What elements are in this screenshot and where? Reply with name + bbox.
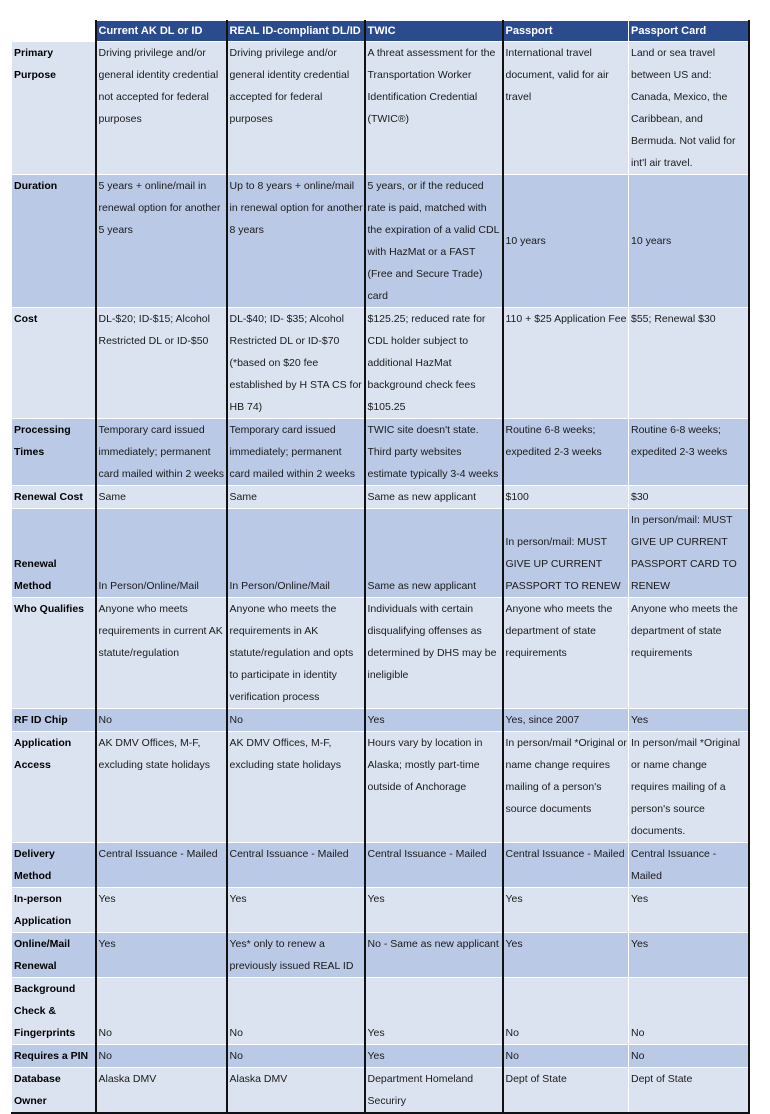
header-corner [12, 21, 96, 42]
table-cell: Yes, since 2007 [503, 709, 629, 732]
table-cell: No [96, 978, 227, 1045]
table-cell: $55; Renewal $30 [629, 308, 749, 419]
table-cell: Routine 6-8 weeks; expedited 2-3 weeks [629, 419, 749, 486]
table-cell: Driving privilege and/or general identity credential not accepted for federal purposes [96, 42, 227, 175]
table-cell: Central Issuance - Mailed [503, 843, 629, 888]
table-cell: In person/mail *Original or name change requires mailing of a person's source documents. [629, 732, 749, 843]
row-label: Renewal Method [12, 509, 96, 598]
header-current-ak: Current AK DL or ID [96, 21, 227, 42]
row-duration [12, 175, 749, 308]
table-cell: Hours vary by location in Alaska; mostly part-time outside of Anchorage [365, 732, 503, 843]
row-label: Renewal Cost [12, 486, 96, 509]
table-cell: $125.25; reduced rate for CDL holder subject to additional HazMat background check fees $105.25 [365, 308, 503, 419]
header-passport: Passport [503, 21, 629, 42]
table-cell: Driving privilege and/or general identity credential accepted for federal purposes [227, 42, 365, 175]
row-rf-id-chip [12, 709, 749, 732]
table-cell: Routine 6-8 weeks; expedited 2-3 weeks [503, 419, 629, 486]
row-renewal-method [12, 509, 749, 598]
table-cell: AK DMV Offices, M-F, excluding state holidays [96, 732, 227, 843]
row-label: Online/Mail Renewal [12, 933, 96, 978]
table-cell: Yes [96, 933, 227, 978]
table-cell: Anyone who meets the department of state requirements [503, 598, 629, 709]
row-label: Primary Purpose [12, 42, 96, 175]
row-label: Duration [12, 175, 96, 308]
header-row [12, 21, 749, 42]
row-label: Who Qualifies [12, 598, 96, 709]
row-requires-pin [12, 1045, 749, 1068]
table-cell: Yes [365, 978, 503, 1045]
row-primary-purpose [12, 42, 749, 175]
table-cell: Yes* only to renew a previously issued REAL ID [227, 933, 365, 978]
table-cell: 5 years + online/mail in renewal option for another 5 years [96, 175, 227, 308]
table-cell: In Person/Online/Mail [96, 509, 227, 598]
table-cell: Temporary card issued immediately; permanent card mailed within 2 weeks [227, 419, 365, 486]
table-cell: Dept of State [503, 1068, 629, 1114]
table-cell: Temporary card issued immediately; permanent card mailed within 2 weeks [96, 419, 227, 486]
table-cell: Yes [629, 888, 749, 933]
table-cell: $100 [503, 486, 629, 509]
table-cell: 10 years [629, 175, 749, 308]
row-online-mail-renewal [12, 933, 749, 978]
table-cell: No [96, 709, 227, 732]
table-cell: 110 + $25 Application Fee [503, 308, 629, 419]
table-cell: In person/mail *Original or name change requires mailing of a person's source documents [503, 732, 629, 843]
table-cell: Central Issuance - Mailed [96, 843, 227, 888]
row-label: In-person Application [12, 888, 96, 933]
header-twic: TWIC [365, 21, 503, 42]
table-cell: Yes [503, 888, 629, 933]
table-cell: DL-$40; ID- $35; Alcohol Restricted DL or ID-$70 (*based on $20 fee established by H STA CS for HB 74) [227, 308, 365, 419]
table-cell: Dept of State [629, 1068, 749, 1114]
comparison-table [11, 20, 750, 1114]
table-cell: Up to 8 years + online/mail in renewal option for another 8 years [227, 175, 365, 308]
row-delivery-method [12, 843, 749, 888]
row-label: Background Check & Fingerprints [12, 978, 96, 1045]
row-cost [12, 308, 749, 419]
table-cell: No [227, 709, 365, 732]
table-cell: 5 years, or if the reduced rate is paid, matched with the expiration of a valid CDL with HazMat or a FAST (Free and Secure Trade) card [365, 175, 503, 308]
table-cell: Yes [365, 1045, 503, 1068]
table-cell: A threat assessment for the Transportation Worker Identification Credential (TWIC®) [365, 42, 503, 175]
table-cell: Individuals with certain disqualifying offenses as determined by DHS may be ineligible [365, 598, 503, 709]
table-cell: Central Issuance - Mailed [227, 843, 365, 888]
table-cell: No [96, 1045, 227, 1068]
table-cell: No [629, 978, 749, 1045]
row-background-check [12, 978, 749, 1045]
table-cell: Central Issuance - Mailed [629, 843, 749, 888]
table-cell: Yes [629, 933, 749, 978]
row-label: Application Access [12, 732, 96, 843]
table-cell: Central Issuance - Mailed [365, 843, 503, 888]
table-cell: TWIC site doesn't state. Third party websites estimate typically 3-4 weeks [365, 419, 503, 486]
table-cell: In person/mail: MUST GIVE UP CURRENT PASSPORT CARD TO RENEW [629, 509, 749, 598]
row-label: Cost [12, 308, 96, 419]
table-cell: Yes [503, 933, 629, 978]
row-label: Database Owner [12, 1068, 96, 1114]
table-cell: Anyone who meets requirements in current AK statute/regulation [96, 598, 227, 709]
table-cell: Yes [629, 709, 749, 732]
table-cell: DL-$20; ID-$15; Alcohol Restricted DL or ID-$50 [96, 308, 227, 419]
row-who-qualifies [12, 598, 749, 709]
table-cell: No [629, 1045, 749, 1068]
table-cell: Same as new applicant [365, 486, 503, 509]
row-label: Delivery Method [12, 843, 96, 888]
header-passport-card: Passport Card [629, 21, 749, 42]
table-cell: AK DMV Offices, M-F, excluding state holidays [227, 732, 365, 843]
table-cell: No [503, 1045, 629, 1068]
table-cell: International travel document, valid for air travel [503, 42, 629, 175]
table-cell: Alaska DMV [96, 1068, 227, 1114]
table-cell: Department Homeland Securiry [365, 1068, 503, 1114]
table-cell: Yes [365, 709, 503, 732]
table-cell: Yes [227, 888, 365, 933]
table-cell: $30 [629, 486, 749, 509]
row-database-owner [12, 1068, 749, 1114]
header-real-id: REAL ID-compliant DL/ID [227, 21, 365, 42]
table-cell: Same as new applicant [365, 509, 503, 598]
table-cell: In person/mail: MUST GIVE UP CURRENT PASSPORT TO RENEW [503, 509, 629, 598]
table-cell: 10 years [503, 175, 629, 308]
row-label: RF ID Chip [12, 709, 96, 732]
row-processing-times [12, 419, 749, 486]
row-application-access [12, 732, 749, 843]
table-cell: Same [227, 486, 365, 509]
table-cell: Yes [96, 888, 227, 933]
table-cell: Land or sea travel between US and: Canada, Mexico, the Caribbean, and Bermuda. Not valid for int'l air travel. [629, 42, 749, 175]
row-in-person-application [12, 888, 749, 933]
row-label: Requires a PIN [12, 1045, 96, 1068]
table-cell: In Person/Online/Mail [227, 509, 365, 598]
table-cell: Alaska DMV [227, 1068, 365, 1114]
table-cell: No [227, 978, 365, 1045]
row-label: Processing Times [12, 419, 96, 486]
table-cell: Anyone who meets the department of state requirements [629, 598, 749, 709]
table-cell: Same [96, 486, 227, 509]
table-cell: Yes [365, 888, 503, 933]
table-cell: No [227, 1045, 365, 1068]
table-cell: No - Same as new applicant [365, 933, 503, 978]
row-renewal-cost [12, 486, 749, 509]
table-cell: Anyone who meets the requirements in AK statute/regulation and opts to participate in identity verification process [227, 598, 365, 709]
table-cell: No [503, 978, 629, 1045]
